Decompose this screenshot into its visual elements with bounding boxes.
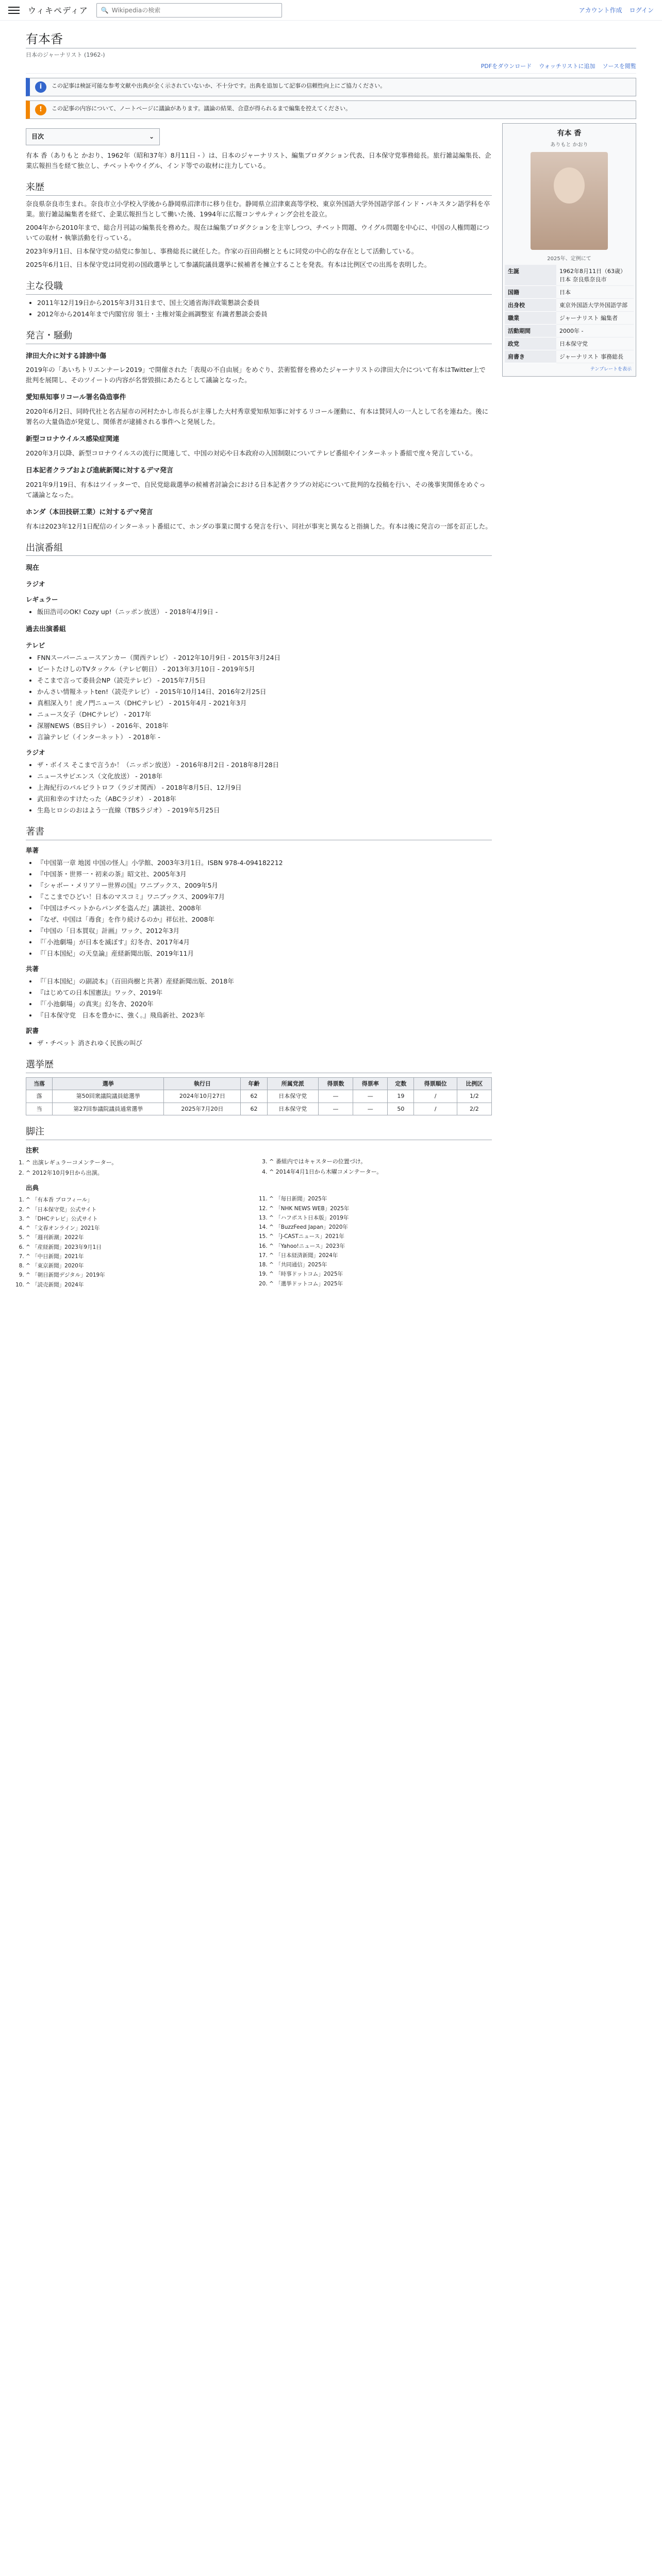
article-content xyxy=(26,123,492,1290)
list-item: 2. ^ 2012年10月9日から出演。 xyxy=(26,1168,249,1178)
photo-caption: 2025年、定例にて xyxy=(547,256,591,262)
infobox-key: 出身校 xyxy=(505,299,556,312)
list-item: • 『「小池劇場」の真実』幻冬舎、2020年 xyxy=(37,999,492,1009)
list-item: • 深層NEWS（BS日テレ） - 2016年、2018年 xyxy=(37,721,492,731)
column-header: 当落 xyxy=(26,1077,53,1090)
references-list xyxy=(26,1195,492,1290)
infobox-value: 1962年8月11日（63歳）日本 奈良県奈良市 xyxy=(556,265,634,286)
list-item: • そこまで言って委員会NP（読売テレビ） - 2015年7月5日 xyxy=(37,675,492,686)
info-icon: i xyxy=(35,81,46,93)
search-box[interactable] xyxy=(96,3,282,18)
create-account-link[interactable]: アカウント作成 xyxy=(578,7,622,14)
reference-item[interactable]: 5. ^ 「週刊新潮」2022年 xyxy=(26,1233,249,1242)
infobox-row xyxy=(505,350,634,363)
list-item: • 『「小池劇場」が日本を滅ぼす』幻冬舎、2017年4月 xyxy=(37,937,492,947)
warning-icon: ! xyxy=(35,104,46,115)
infobox-title: 有本 香 xyxy=(557,129,582,138)
table-cell: 1/2 xyxy=(457,1090,491,1103)
subsection-heading: テレビ xyxy=(26,641,45,649)
infobox-row xyxy=(505,325,634,337)
reference-item[interactable]: 6. ^ 「産経新聞」2023年9月1日 xyxy=(26,1243,249,1251)
toc-label: 目次 xyxy=(31,133,44,140)
list-item: • 『ここまでひどい！日本のマスコミ』ワニブックス、2009年7月 xyxy=(37,892,492,902)
column-header: 得票率 xyxy=(353,1077,388,1090)
subsection-heading: 過去出演番組 xyxy=(26,625,67,634)
infobox-value: 日本 xyxy=(556,286,634,299)
books-list xyxy=(37,858,492,959)
subsection-heading: 日本記者クラブおよび進統新聞に対するデマ発言 xyxy=(26,466,174,474)
infobox-key: 政党 xyxy=(505,337,556,350)
infobox-subtitle: ありもと かおり xyxy=(550,142,588,148)
subsection-paragraph: 2021年9月19日、有本はツイッターで、自民党総裁選挙の候補者討論会における日本記者クラブの対応について批判的な投稿を行い、その後事実関係をめぐって議論となった。 xyxy=(26,480,486,499)
table-cell: — xyxy=(353,1103,388,1115)
posts-list xyxy=(37,298,492,319)
reference-item[interactable]: 14. ^ 「BuzzFeed Japan」2020年 xyxy=(269,1223,492,1231)
table-cell: 落 xyxy=(26,1090,53,1103)
template-link[interactable]: テンプレートを表示 xyxy=(590,367,632,372)
reference-item[interactable]: 15. ^ 「J-CASTニュース」2021年 xyxy=(269,1232,492,1241)
reference-item[interactable]: 9. ^ 「朝日新聞デジタル」2019年 xyxy=(26,1271,249,1279)
subsection-heading: ラジオ xyxy=(26,748,45,756)
page-subtitle: 日本のジャーナリスト (1962-) xyxy=(26,52,105,58)
subsection-heading: レギュラー xyxy=(26,596,58,604)
list-item: • ザ・ボイス そこまで言うか！（ニッポン放送） - 2016年8月2日 - 2018年8月28日 xyxy=(37,760,492,770)
table-row xyxy=(26,1103,492,1115)
table-row xyxy=(26,1090,492,1103)
subsection-paragraph: 2020年6月2日、同時代社と名古屋市の河村たかし市長らが主導した大村秀章愛知県知事に対するリコール運動に、有本は賛同人の一人として名を連ねた。後に署名の大量偽造が発覚し、関係者が逮捕される事件へと発展した。 xyxy=(26,408,489,426)
list-item: • 『「日本国紀」の天皇論』産経新聞出版、2019年11月 xyxy=(37,948,492,959)
table-cell: 2/2 xyxy=(457,1103,491,1115)
subsection-heading: 津田大介に対する誹謗中傷 xyxy=(26,352,107,360)
column-header: 得票順位 xyxy=(414,1077,457,1090)
section-heading-posts: 主な役職 xyxy=(26,279,492,295)
list-item: • ニュースサピエンス（文化放送） - 2018年 xyxy=(37,771,492,782)
table-cell: 19 xyxy=(388,1090,414,1103)
chevron-down-icon: ⌄ xyxy=(148,133,154,140)
list-item: • ニュース女子（DHCテレビ） - 2017年 xyxy=(37,709,492,720)
list-item: • ビートたけしのTVタックル（テレビ朝日） - 2013年3月10日 - 2019年5月 xyxy=(37,664,492,674)
reference-item[interactable]: 10. ^ 「読売新聞」2024年 xyxy=(26,1281,249,1289)
career-paragraph: 奈良県奈良市生まれ。奈良市立小学校入学後から静岡県沼津市に移り住む。静岡県立沼津東高等学校、東京外国語大学外国語学部インド・パキスタン語学科を卒業。旅行雑誌編集者を経て、企業広報担当として働いた後、1994年に広報コンサルティング会社を設立。 xyxy=(26,199,490,218)
subsection-heading: 共著 xyxy=(26,964,39,973)
subsection-heading: 単著 xyxy=(26,846,39,854)
list-item: • 『中国の「日本買収」計画』ワック、2012年3月 xyxy=(37,926,492,936)
infobox-key: 活動期間 xyxy=(505,325,556,337)
user-links xyxy=(579,6,654,14)
column-header: 比例区 xyxy=(457,1077,491,1090)
reference-item[interactable]: 18. ^ 「共同通信」2025年 xyxy=(269,1261,492,1269)
notes-list xyxy=(26,1157,492,1178)
subsection-heading: 新型コロナウイルス感染症関連 xyxy=(26,435,120,444)
column-header: 執行日 xyxy=(164,1077,241,1090)
section-heading-controversy: 発言・騒動 xyxy=(26,329,492,344)
infobox-value: ジャーナリスト 編集者 xyxy=(556,312,634,325)
list-item: • 飯田浩司のOK! Cozy up!（ニッポン放送） - 2018年4月9日 - xyxy=(37,607,492,617)
table-cell: — xyxy=(318,1090,353,1103)
table-cell: 第50回衆議院議員総選挙 xyxy=(53,1090,164,1103)
site-logo[interactable]: ウィキペディア xyxy=(28,6,88,15)
list-item: • 2011年12月19日から2015年3月31日まで、国土交通省海洋政策懇談会委員 xyxy=(37,298,492,308)
reference-item[interactable]: 1. ^ 「有本香 プロフィール」 xyxy=(26,1196,249,1204)
subsection-heading: ホンダ（本田技研工業）に対するデマ発言 xyxy=(26,508,153,516)
column-header: 定数 xyxy=(388,1077,414,1090)
subsection-heading: 現在 xyxy=(26,564,40,572)
table-cell: 日本保守党 xyxy=(267,1090,318,1103)
lead-paragraph: 有本 香（ありもと かおり、1962年（昭和37年）8月11日 - ）は、日本のジャーナリスト、編集プロダクション代表、日本保守党事務総長。旅行雑誌編集長、企業広報担当を経て独立し、チベットやウイグル、インド等での取材に注力している。 xyxy=(26,151,491,170)
reference-item[interactable]: 8. ^ 「東京新聞」2020年 xyxy=(26,1262,249,1270)
subsection-heading: 注釈 xyxy=(26,1146,39,1155)
subsection-paragraph: 有本は2023年12月1日配信のインターネット番組にて、ホンダの事業に関する発言を行い、同社が事実と異なると指摘した。有本は後に発言の一部を訂正した。 xyxy=(26,522,492,530)
reference-item[interactable]: 12. ^ 「NHK NEWS WEB」2025年 xyxy=(269,1205,492,1213)
tv-list xyxy=(37,653,492,742)
table-cell: 2025年7月20日 xyxy=(164,1103,241,1115)
list-item: 3. ^ 番組内ではキャスターの位置づけ。 xyxy=(269,1157,492,1166)
section-heading-refs: 脚注 xyxy=(26,1125,492,1140)
list-item: • 生島ヒロシのおはよう一直線（TBSラジオ） - 2019年5月25日 xyxy=(37,805,492,816)
infobox-table xyxy=(505,265,634,363)
infobox-row xyxy=(505,337,634,350)
list-item: • かんさい情報ネットten!（読売テレビ） - 2015年10月14日、2016年2月25日 xyxy=(37,687,492,697)
column-header: 年齢 xyxy=(241,1077,267,1090)
infobox-key: 肩書き xyxy=(505,350,556,363)
table-cell: — xyxy=(318,1103,353,1115)
list-item: • 『中国第一章 地図 中国の怪人』小学館、2003年3月1日。ISBN 978-4-094182212 xyxy=(37,858,492,868)
list-item: • 『なぜ、中国は「毒食」を作り続けるのか』祥伝社、2008年 xyxy=(37,914,492,925)
list-item: • 『はじめての日本国憲法』ワック、2019年 xyxy=(37,988,492,998)
subsection-heading: 愛知県知事リコール署名偽造事件 xyxy=(26,394,126,402)
toc-toggle[interactable] xyxy=(26,128,160,145)
reference-item[interactable]: 17. ^ 「日本経済新聞」2024年 xyxy=(269,1251,492,1260)
portrait-photo[interactable] xyxy=(531,152,608,250)
infobox-value: 東京外国語大学外国語学部 xyxy=(556,299,634,312)
list-item: • 『中国茶・世界一・初来の茶』昭文社、2005年3月 xyxy=(37,869,492,879)
infobox-key: 国籍 xyxy=(505,286,556,299)
list-item: • 『「日本国紀」の副読本』（百田尚樹と共著）産経新聞出版、2018年 xyxy=(37,976,492,987)
subsection-heading: ラジオ xyxy=(26,580,45,588)
infobox-key: 職業 xyxy=(505,312,556,325)
page-toolbar xyxy=(26,62,636,74)
page-title: 有本香 xyxy=(26,29,636,48)
reference-item[interactable]: 4. ^ 「文春オンライン」2021年 xyxy=(26,1224,249,1232)
column-header: 得票数 xyxy=(318,1077,353,1090)
list-item: • ザ・チベット 消されゆく民族の叫び xyxy=(37,1038,492,1048)
section-heading-election: 選挙歴 xyxy=(26,1058,492,1073)
download-pdf-link[interactable]: PDFをダウンロード xyxy=(481,63,532,70)
reference-item[interactable]: 16. ^ 「Yahoo!ニュース」2023年 xyxy=(269,1242,492,1250)
election-table xyxy=(26,1077,492,1116)
list-item: • 上海紀行のパルビラトロフ（ラジオ関西） - 2018年8月5日、12月9日 xyxy=(37,783,492,793)
subsection-paragraph: 2019年の「あいちトリエンナーレ2019」で開催された「表現の不自由展」をめぐり、芸術監督を務めたジャーナリストの津田大介について有本はTwitter上で批判を展開し、そのツイートの内容が名誉毀損にあたるとして議論となった。 xyxy=(26,366,486,384)
reference-item[interactable]: 13. ^ 「ハフポスト日本版」2019年 xyxy=(269,1214,492,1222)
list-item: • 『日本保守党 日本を豊かに、強く。』飛鳥新社、2023年 xyxy=(37,1010,492,1021)
hamburger-menu-icon[interactable] xyxy=(8,5,20,16)
reference-item[interactable]: 2. ^ 「日本保守党」公式サイト xyxy=(26,1206,249,1214)
infobox-value: ジャーナリスト 事務総長 xyxy=(556,350,634,363)
notice-box-warning xyxy=(26,100,636,119)
translations-list xyxy=(37,1038,492,1048)
table-cell: 50 xyxy=(388,1103,414,1115)
infobox-row xyxy=(505,312,634,325)
radio-list xyxy=(37,760,492,816)
list-item: • FNNスーパーニュースアンカー（関西テレビ） - 2012年10月9日 - 2015年3月24日 xyxy=(37,653,492,663)
infobox xyxy=(502,123,636,377)
table-cell: 当 xyxy=(26,1103,53,1115)
subsection-heading: 出典 xyxy=(26,1184,39,1192)
subsection-paragraph: 2020年3月以降、新型コロナウイルスの流行に関連して、中国の対応や日本政府の入国制限についてテレビ番組やインターネット番組で度々発言している。 xyxy=(26,449,477,457)
notice-text: この記事の内容について、ノートページに議論があります。議論の結果、合意が得られるまで編集を控えてください。 xyxy=(52,105,352,112)
notice-text: この記事は検証可能な参考文献や出典が全く示されていないか、不十分です。出典を追加して記事の信頼性向上にご協力ください。 xyxy=(52,82,386,89)
list-item: • 『シャボー・メリアリー世界の国』ワニブックス、2009年5月 xyxy=(37,880,492,891)
notice-box xyxy=(26,78,636,96)
list-item: • 言論テレビ（インターネット） - 2018年 - xyxy=(37,732,492,742)
table-cell: / xyxy=(414,1090,457,1103)
reference-item[interactable]: 19. ^ 「時事ドットコム」2025年 xyxy=(269,1270,492,1278)
infobox-key: 生誕 xyxy=(505,265,556,286)
column-header: 所属党派 xyxy=(267,1077,318,1090)
career-paragraph: 2023年9月1日、日本保守党の結党に参加し、事務総長に就任した。作家の百田尚樹とともに同党の中心的な存在として活動している。 xyxy=(26,247,418,255)
section-heading-media: 出演番組 xyxy=(26,541,492,556)
view-source-link[interactable]: ソースを閲覧 xyxy=(602,63,636,70)
table-cell: / xyxy=(414,1103,457,1115)
table-cell: 第27回参議院議員通常選挙 xyxy=(53,1103,164,1115)
section-heading-books: 著書 xyxy=(26,825,492,840)
watchlist-link[interactable]: ウォッチリストに追加 xyxy=(539,63,595,70)
infobox-row xyxy=(505,265,634,286)
table-cell: — xyxy=(353,1090,388,1103)
joint-books-list xyxy=(37,976,492,1021)
infobox-row xyxy=(505,286,634,299)
column-header: 選挙 xyxy=(53,1077,164,1090)
subsection-heading: 訳書 xyxy=(26,1026,39,1035)
top-bar xyxy=(0,0,662,21)
list-item: • 2012年から2014年まで内閣官房 領土・主権対策企画調整室 有識者懇談会委員 xyxy=(37,309,492,319)
section-heading-career: 来歴 xyxy=(26,180,492,196)
infobox-row xyxy=(505,299,634,312)
reference-item[interactable]: 3. ^ 「DHCテレビ」公式サイト xyxy=(26,1215,249,1223)
search-input[interactable] xyxy=(112,7,277,14)
infobox-value: 日本保守党 xyxy=(556,337,634,350)
list-item: 1. ^ 出演レギュラーコメンテーター。 xyxy=(26,1158,249,1167)
list-item: • 武田和幸のすけたった（ABCラジオ） - 2018年 xyxy=(37,794,492,804)
reference-item[interactable]: 20. ^ 「選挙ドットコム」2025年 xyxy=(269,1280,492,1288)
table-cell: 62 xyxy=(241,1090,267,1103)
search-icon: 🔍 xyxy=(101,6,109,14)
table-cell: 62 xyxy=(241,1103,267,1115)
reference-item[interactable]: 11. ^ 「毎日新聞」2025年 xyxy=(269,1195,492,1203)
login-link[interactable]: ログイン xyxy=(629,7,654,14)
career-paragraph: 2025年6月1日、日本保守党は同党初の国政選挙として参議院議員選挙に候補者を擁立することを発表。有本は比例区での出馬を表明した。 xyxy=(26,260,431,268)
table-cell: 日本保守党 xyxy=(267,1103,318,1115)
table-cell: 2024年10月27日 xyxy=(164,1090,241,1103)
list-item: 4. ^ 2014年4月1日から木曜コメンテーター。 xyxy=(269,1167,492,1177)
reference-item[interactable]: 7. ^ 「中日新聞」2021年 xyxy=(26,1252,249,1261)
current-media-list xyxy=(37,607,492,617)
list-item: • 真相深入り！虎ノ門ニュース（DHCテレビ） - 2015年4月 - 2021年3月 xyxy=(37,698,492,708)
list-item: • 『中国はチベットからパンダを盗んだ』講談社、2008年 xyxy=(37,903,492,913)
infobox-value: 2000年 - xyxy=(556,325,634,337)
career-paragraph: 2004年から2010年まで、総合月刊誌の編集長を務めた。現在は編集プロダクションを主宰しつつ、チベット問題、ウイグル問題を中心に、中国の人権問題についての取材・執筆活動を行っている。 xyxy=(26,223,489,242)
